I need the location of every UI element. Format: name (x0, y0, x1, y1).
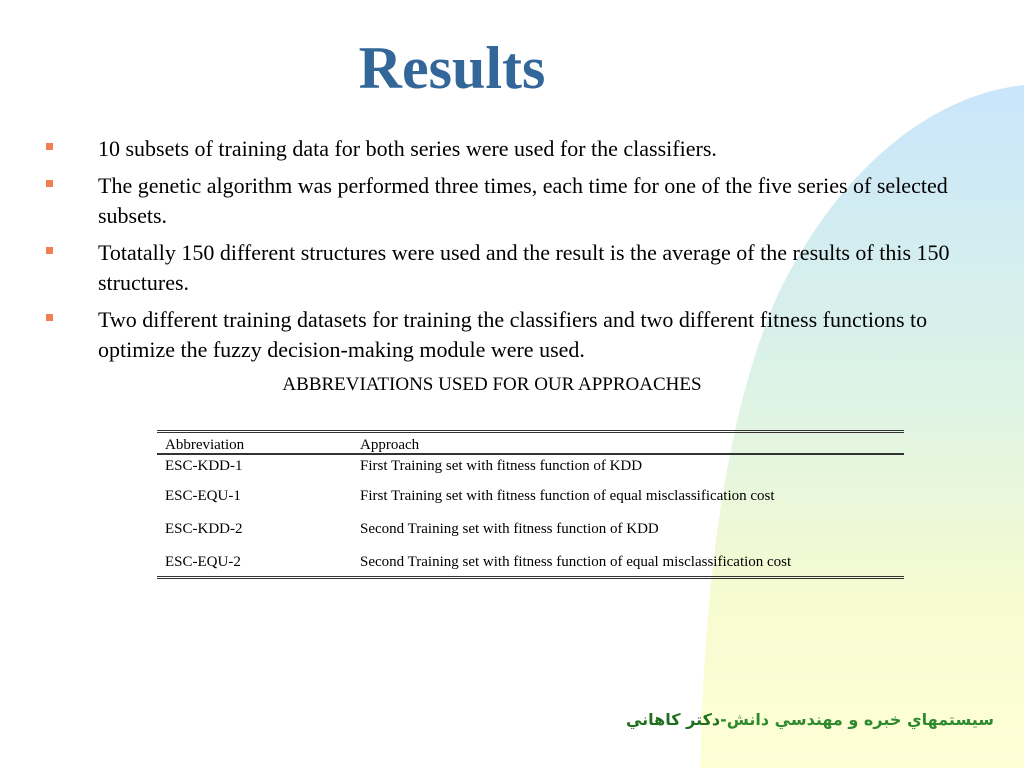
bullet-list (42, 134, 952, 372)
bullet-text: Totatally 150 different structures were used and the result is the average of the results of this 150 structures. (98, 240, 950, 295)
table-row (157, 454, 904, 485)
table-row (157, 518, 904, 551)
slide-title: Results (358, 35, 546, 101)
bullet-item (42, 305, 952, 365)
square-bullet-icon (46, 247, 53, 254)
slide-footer (626, 710, 994, 729)
abbreviations-table (157, 430, 904, 579)
square-bullet-icon (46, 143, 53, 150)
table-row (157, 551, 904, 578)
approach-cell: First Training set with fitness function of KDD (360, 458, 643, 474)
footer-course-title: سيستمهاي خبره و مهندسي دانش- (720, 710, 994, 729)
bullet-item (42, 171, 952, 231)
abbreviation-cell: ESC-EQU-1 (165, 488, 241, 504)
bullet-item (42, 134, 952, 164)
bullet-text: Two different training datasets for training the classifiers and two different fitness functions to optimize the fuzzy decision-making module were used. (98, 307, 928, 362)
abbreviation-cell: ESC-EQU-2 (165, 554, 241, 570)
abbreviation-cell: ESC-KDD-2 (165, 521, 243, 537)
abbreviations-table-container (157, 430, 904, 579)
approach-cell: Second Training set with fitness function of equal misclassification cost (360, 554, 792, 570)
table-row (157, 485, 904, 518)
table-caption: ABBREVIATIONS USED FOR OUR APPROACHES (282, 374, 702, 395)
header-abbreviation: Abbreviation (157, 432, 352, 455)
table-header-row (157, 432, 904, 455)
bullet-text: The genetic algorithm was performed three times, each time for one of the five series of selected subsets. (98, 173, 948, 228)
bullet-item (42, 238, 952, 298)
header-approach: Approach (352, 432, 904, 455)
approach-cell: First Training set with fitness function of equal misclassification cost (360, 488, 775, 504)
approach-cell: Second Training set with fitness function of KDD (360, 521, 659, 537)
bullet-text: 10 subsets of training data for both series were used for the classifiers. (98, 136, 717, 161)
square-bullet-icon (46, 180, 53, 187)
footer-author: دکتر کاهاني (625, 710, 721, 729)
square-bullet-icon (46, 314, 53, 321)
abbreviation-cell: ESC-KDD-1 (165, 458, 243, 474)
